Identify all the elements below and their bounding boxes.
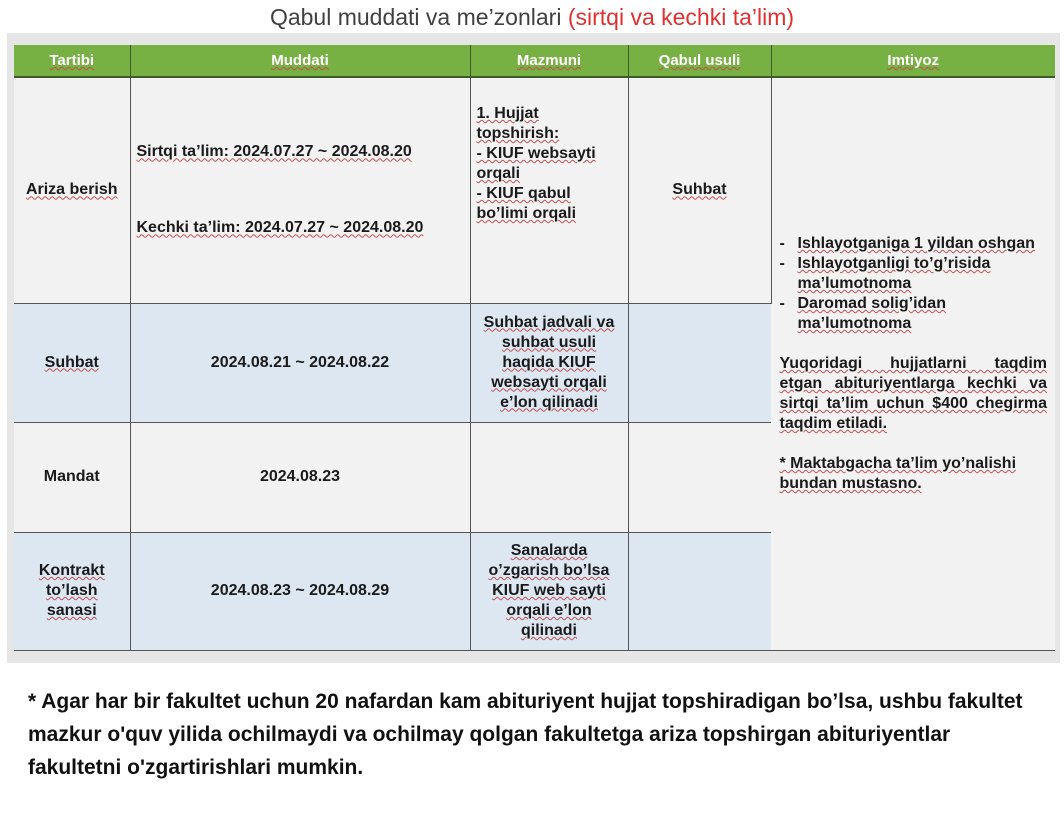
cell-tartibi: Kontrakt to’lash sanasi [14, 532, 130, 650]
cell-mazmuni [470, 422, 628, 532]
cell-usul [628, 303, 771, 422]
table-row [14, 77, 1055, 303]
cell-muddati: 2024.08.23 [130, 422, 470, 532]
imtiyoz-list [780, 234, 1048, 334]
cell-muddati: 2024.08.21 ~ 2024.08.22 [130, 303, 470, 422]
title-highlight: (sirtqi va kechki ta’lim) [567, 4, 795, 30]
cell-muddati: 2024.08.23 ~ 2024.08.29 [130, 532, 470, 650]
imtiyoz-paragraph: Yuqoridagi hujjatlarni taqdim etgan abituriyentlarga kechki va sirtqi ta’lim uchun $400 chegirma taqdim etiladi. [779, 354, 1047, 432]
imtiyoz-exception: * Maktabgacha ta’lim yo’nalishi bundan mustasno. [779, 454, 1017, 492]
muddati-sirtqi: Sirtqi ta’lim: 2024.07.27 ~ 2024.08.20 [136, 143, 412, 161]
list-item: - Ishlayotganligi to’g’risida ma’lumotnoma [780, 254, 1048, 294]
header-qabul-usuli: Qabul usuli [628, 45, 771, 77]
footnote: * Agar har bir fakultet uchun 20 nafardan kam abituriyent hujjat topshiradigan bo’lsa, ushbu fakultet mazkur o'quv yilida ochilmaydi va ochilmay qolgan fakultetga ariza topshirgan abituriyentlar fakultetni o'zgartirishlari mumkin. [28, 690, 1023, 779]
cell-usul: Suhbat [628, 77, 771, 303]
cell-usul [628, 422, 771, 532]
page-title [0, 2, 1064, 32]
admission-table [14, 45, 1055, 651]
cell-muddati [130, 77, 470, 303]
table-header-row [14, 45, 1055, 77]
cell-mazmuni: Sanalarda o’zgarish bo’lsa KIUF web sayti orqali e’lon qilinadi [470, 532, 628, 650]
title-main: Qabul muddati va me’zonlari [269, 4, 562, 30]
cell-usul [628, 532, 771, 650]
cell-imtiyoz [771, 77, 1055, 650]
muddati-kechki: Kechki ta’lim: 2024.07.27 ~ 2024.08.20 [136, 219, 424, 237]
cell-tartibi: Ariza berish [14, 77, 130, 303]
cell-tartibi: Mandat [14, 422, 130, 532]
list-item: - Daromad solig’idan ma’lumotnoma [780, 294, 1048, 334]
header-muddati: Muddati [130, 45, 470, 77]
list-item: - Ishlayotganiga 1 yildan oshgan [780, 234, 1048, 254]
header-imtiyoz: Imtiyoz [771, 45, 1055, 77]
cell-mazmuni: 1. Hujjat topshirish: - KIUF websayti orqali - KIUF qabul bo’limi orqali [470, 77, 628, 303]
header-mazmuni: Mazmuni [470, 45, 628, 77]
cell-tartibi: Suhbat [14, 303, 130, 422]
header-tartibi: Tartibi [14, 45, 130, 77]
cell-mazmuni: Suhbat jadvali va suhbat usuli haqida KIUF websayti orqali e’lon qilinadi [470, 303, 628, 422]
